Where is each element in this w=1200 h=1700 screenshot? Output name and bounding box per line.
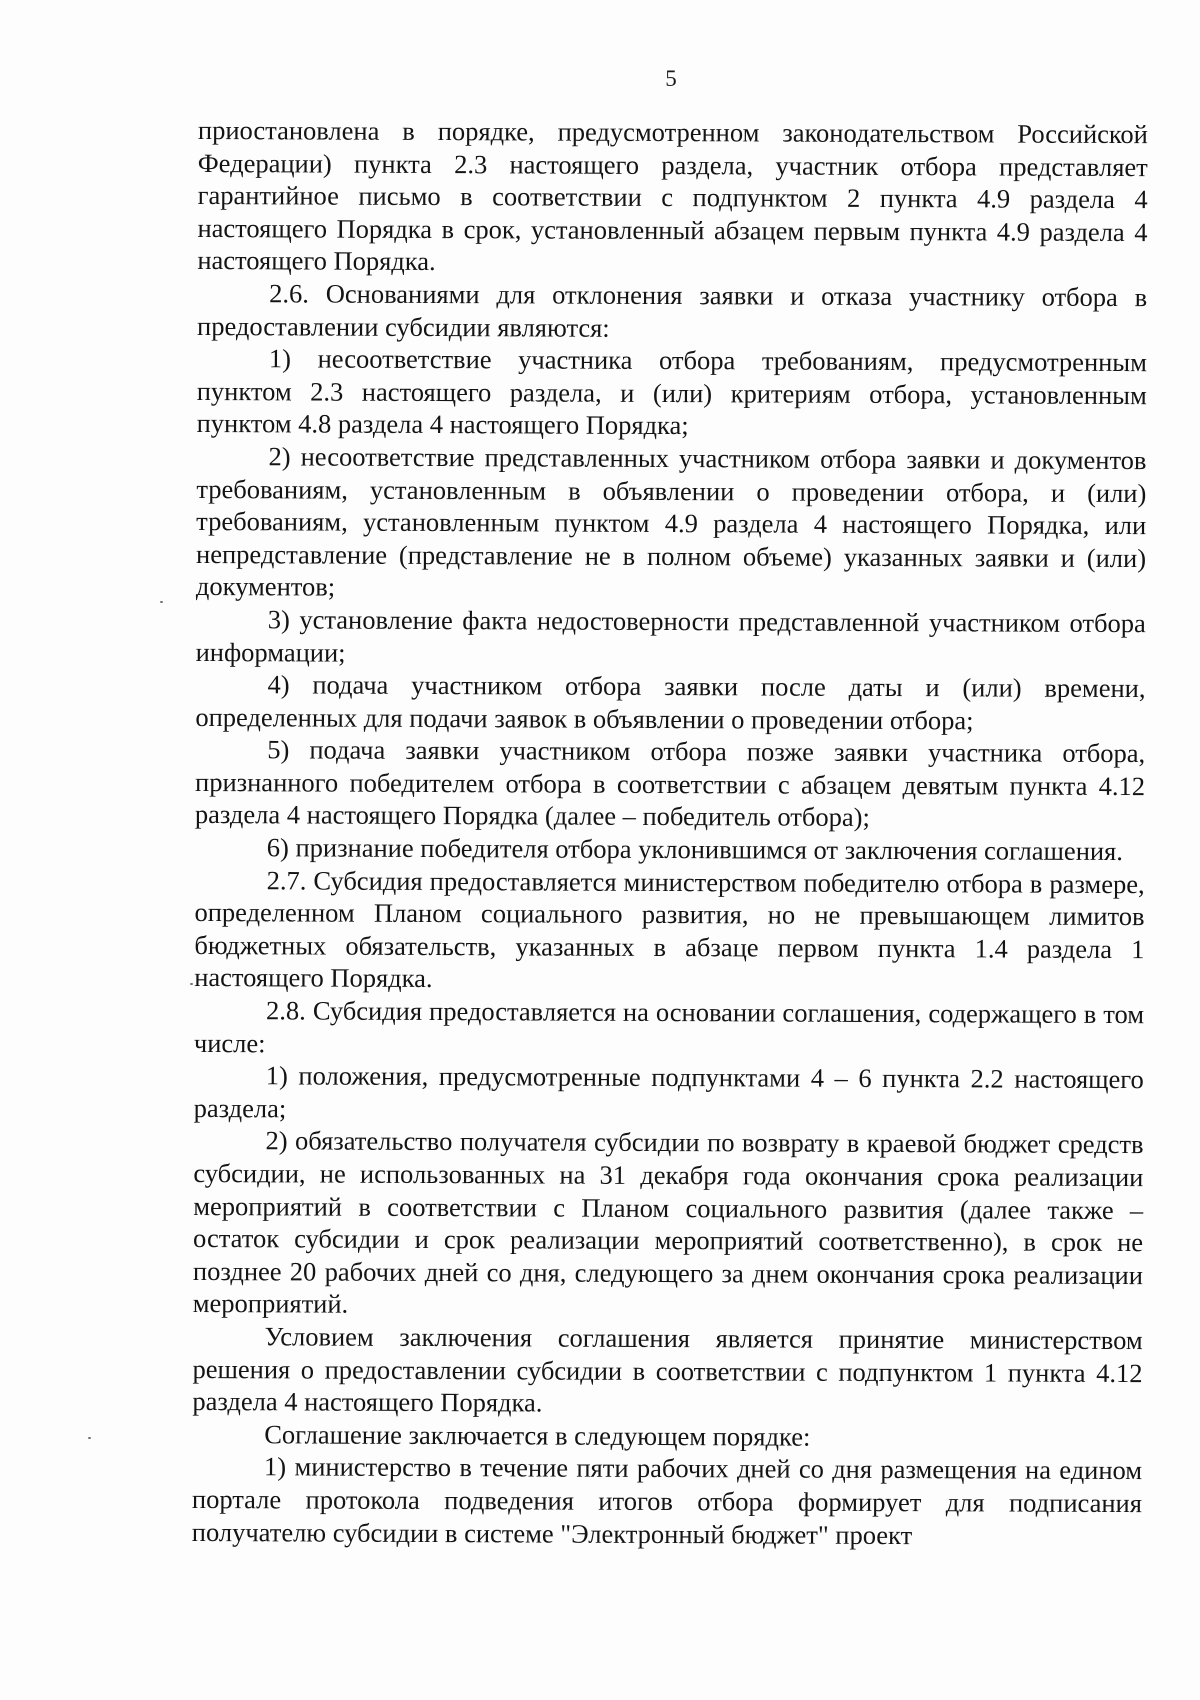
paragraph: 1) несоответствие участника отбора требованиям, предусмотренным пунктом 2.3 настоящего раздела, и (или) критериям отбора, установленным пунктом 4.8 раздела 4 настоящего Порядка; bbox=[196, 343, 1147, 441]
paragraph: 5) подача заявки участником отбора позже заявки участника отбора, признанного победителем отбора в соответствии с абзацем девятым пункта 4.12 раздела 4 настоящего Порядка (далее – победитель отбора); bbox=[194, 734, 1146, 833]
paragraph: 3) установление факта недостоверности представленной участником отбора информации; bbox=[195, 604, 1146, 668]
paragraph: приостановлена в порядке, предусмотренном законодательством Российской Федерации) пункта 2.3 настоящего раздела, участник отбора представляет гарантийное письмо в соответствии с подпунктом 2 пункта 4.9 раздела 4 настоящего Порядка в срок, установленный абзацем первым пункта 4.9 раздела 4 настоящего Порядка. bbox=[197, 114, 1148, 277]
paragraph: 2) обязательство получателя субсидии по возврату в краевой бюджет средств субсидии, не использованных на 31 декабря года окончания срока реализации мероприятий в соответствии с Планом социального развития (далее также – остаток субсидии и срок реализации мероприятий соответственно), в срок не позднее 20 рабочих дней со дня, следующего за днем окончания срока реализации мероприятий. bbox=[192, 1125, 1144, 1320]
paragraph: Условием заключения соглашения является принятие министерством решения о предоставлении субсидии в соответствии с подпунктом 1 пункта 4.12 раздела 4 настоящего Порядка. bbox=[192, 1321, 1143, 1418]
paragraph: 2) несоответствие представленных участником отбора заявки и документов требованиям, установленным в объявлении о проведении отбора, и (или) требованиям, установленным пунктом 4.9 раздела 4 настоящего Порядка, или непредставление (представление не в полном объеме) указанных заявки и (или) документов; bbox=[195, 441, 1147, 602]
paragraph: Соглашение заключается в следующем порядке: bbox=[264, 1419, 811, 1452]
scan-speck bbox=[160, 601, 163, 603]
paragraph: 1) положения, предусмотренные подпунктами 4 – 6 пункта 2.2 настоящего раздела; bbox=[193, 1060, 1144, 1124]
paragraph: 6) признание победителя отбора уклонившимся от заключения соглашения. bbox=[266, 832, 1123, 867]
document-body bbox=[192, 114, 1148, 1552]
paragraph: 4) подача участником отбора заявки после даты и (или) времени, определенных для подачи заявок в объявлении о проведении отбора; bbox=[195, 669, 1146, 736]
scan-speck bbox=[88, 1437, 91, 1439]
paragraph: 1) министерство в течение пяти рабочих дней со дня размещения на едином портале протокола подведения итогов отбора формирует для подписания получателю субсидии в системе "Электронный бюджет" проект bbox=[191, 1451, 1143, 1550]
paragraph: 2.8. Субсидия предоставляется на основании соглашения, содержащего в том числе: bbox=[193, 995, 1145, 1058]
paragraph: 2.7. Субсидия предоставляется министерством победителю отбора в размере, определенном Планом социального развития, но не превышающем лимитов бюджетных обязательств, указанных в абзаце первом пункта 1.4 раздела 1 настоящего Порядка. bbox=[194, 864, 1145, 994]
page-number: 5 bbox=[665, 66, 677, 91]
scan-speck bbox=[190, 983, 193, 985]
paragraph: 2.6. Основаниями для отклонения заявки и отказа участнику отбора в предоставлении субсидии являются: bbox=[197, 278, 1148, 343]
